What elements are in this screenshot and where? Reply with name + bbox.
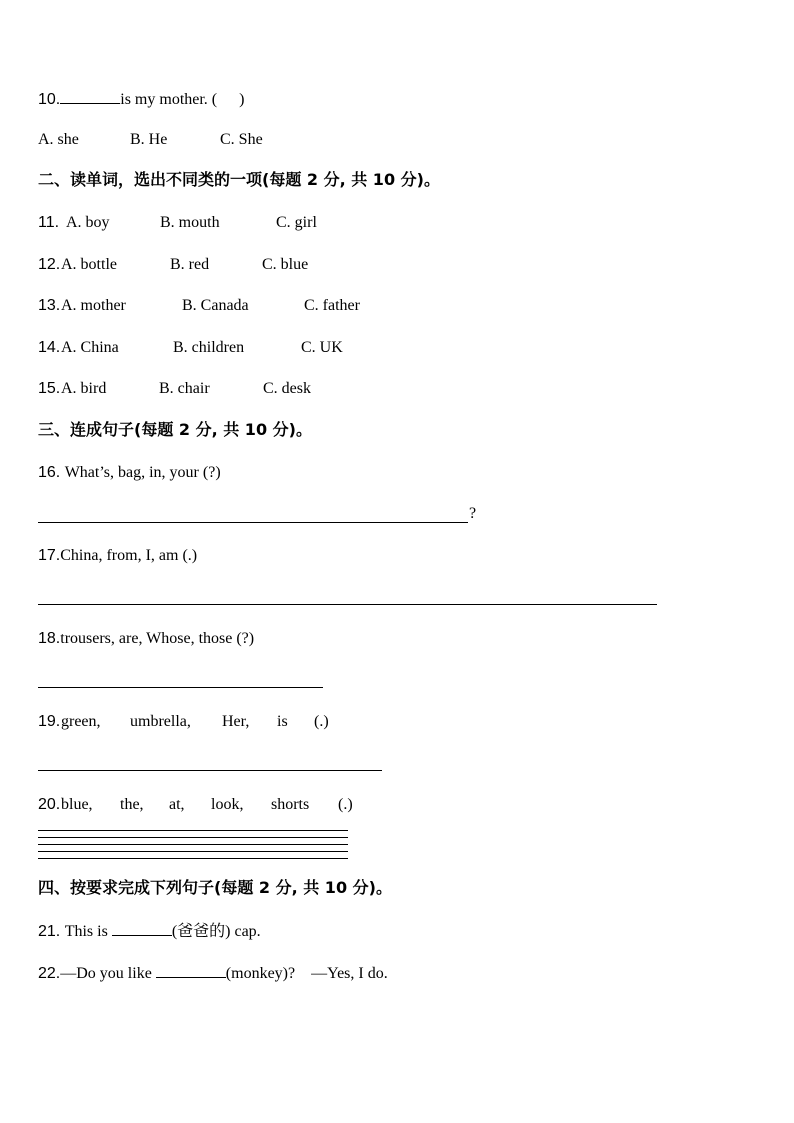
paren-close: ) (239, 91, 245, 108)
question-22 (38, 962, 388, 984)
question-21 (38, 920, 261, 942)
word: look, (211, 796, 244, 813)
option-b: B. red (170, 256, 210, 273)
question-number: 18. (38, 630, 61, 647)
question-11 (38, 213, 317, 233)
option-b: B. chair (159, 380, 210, 397)
section-2-heading: 二、读单词，选出不同类的一项(每题 2 分, 共 10 分)。 (38, 170, 440, 189)
question-18 (38, 629, 254, 649)
question-text: China, from, I, am (.) (60, 547, 198, 564)
answer-line-17[interactable] (38, 604, 657, 605)
answer-line-20e[interactable] (38, 858, 348, 859)
word: (.) (338, 796, 353, 813)
option-b: B. Canada (182, 297, 249, 314)
answer-blank[interactable] (156, 962, 226, 978)
answer-line-18[interactable] (38, 687, 323, 688)
answer-line-19[interactable] (38, 770, 382, 771)
question-14 (38, 338, 343, 358)
question-12 (38, 255, 309, 275)
question-number: 10. (38, 91, 61, 108)
option-b: B. mouth (160, 214, 220, 231)
question-mark: ? (469, 505, 477, 522)
section-4-heading: 四、按要求完成下列句子(每题 2 分, 共 10 分)。 (38, 878, 392, 897)
option-c: C. blue (262, 256, 309, 273)
question-number: 11. (38, 214, 60, 231)
answer-blank[interactable] (112, 920, 172, 936)
word: at, (169, 796, 185, 813)
option-c: C. desk (263, 380, 311, 397)
question-15 (38, 379, 311, 399)
question-hint: (爸爸的) cap. (171, 923, 261, 940)
question-19 (38, 712, 329, 732)
question-13 (38, 296, 360, 316)
question-17 (38, 546, 197, 566)
option-c: C. She (220, 131, 263, 148)
question-number: 16. (38, 464, 65, 481)
answer-line-20d[interactable] (38, 851, 348, 852)
question-number: 17. (38, 547, 61, 564)
answer-line-20a[interactable] (38, 830, 348, 831)
section-3-heading: 三、连成句子(每题 2 分, 共 10 分)。 (38, 420, 312, 439)
question-hint: (monkey)? (225, 965, 296, 982)
option-a: A. boy (66, 214, 110, 231)
option-a: A. she (38, 131, 79, 148)
option-c: C. father (304, 297, 360, 314)
question-number: 20. (38, 796, 61, 813)
option-a: A. bird (61, 380, 107, 397)
question-number: 12. (38, 256, 61, 273)
question-text: —Do you like (60, 965, 156, 982)
question-20 (38, 795, 353, 815)
option-a: A. mother (61, 297, 126, 314)
word: is (277, 713, 288, 730)
question-text: What’s, bag, in, your (?) (64, 464, 221, 481)
word: blue, (61, 796, 93, 813)
answer-line-20b[interactable] (38, 837, 348, 838)
question-number: 22. (38, 965, 61, 982)
word: shorts (271, 796, 310, 813)
option-a: A. China (61, 339, 119, 356)
word: Her, (222, 713, 250, 730)
question-text: is my mother. ( (120, 91, 218, 108)
word: the, (120, 796, 144, 813)
response-text: —Yes, I do. (311, 965, 388, 982)
question-number: 13. (38, 297, 61, 314)
word: (.) (314, 713, 329, 730)
option-b: B. He (130, 131, 168, 148)
question-number: 15. (38, 380, 61, 397)
question-text: This is (64, 923, 112, 940)
answer-blank[interactable] (60, 88, 120, 104)
question-number: 21. (38, 923, 65, 940)
option-c: C. girl (276, 214, 317, 231)
option-c: C. UK (301, 339, 343, 356)
answer-line-16[interactable] (38, 522, 468, 523)
question-number: 19. (38, 713, 61, 730)
question-10 (38, 88, 244, 110)
question-16 (38, 463, 221, 483)
word: umbrella, (130, 713, 191, 730)
question-text: trousers, are, Whose, those (?) (60, 630, 255, 647)
answer-line-20c[interactable] (38, 844, 348, 845)
option-b: B. children (173, 339, 245, 356)
word: green, (61, 713, 101, 730)
option-a: A. bottle (61, 256, 117, 273)
question-number: 14. (38, 339, 61, 356)
